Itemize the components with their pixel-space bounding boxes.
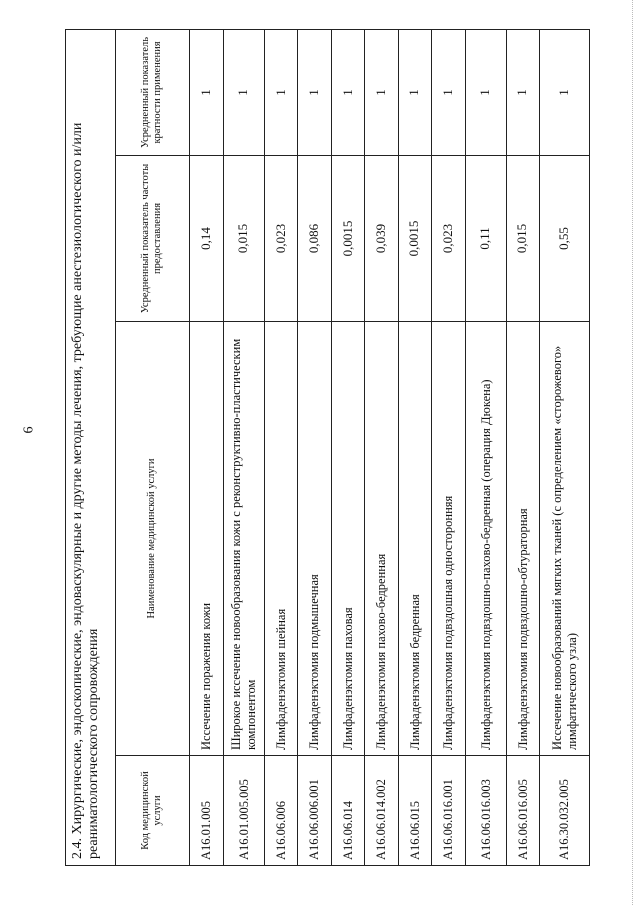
row-name: Широкое иссечение новообразования кожи с реконструктивно-пластическим компонентом (223, 322, 264, 756)
table-row (365, 30, 398, 866)
row-code: А16.01.005 (190, 756, 223, 866)
rotated-page-content (65, 30, 590, 866)
table-row (331, 30, 364, 866)
row-multiplicity: 1 (223, 30, 264, 156)
table-row (540, 30, 590, 866)
section-title: 2.4. Хирургические, эндоскопические, эндоваскулярные и другие методы лечения, требующие анестезиологического и/или реаниматологического сопровождения (66, 30, 116, 866)
row-name: Лимфаденэктомия шейная (264, 322, 297, 756)
row-multiplicity: 1 (432, 30, 465, 156)
row-code: А16.06.016.005 (506, 756, 539, 866)
row-name: Иссечение новообразований мягких тканей (с определением «сторожевого» лимфатического узла) (540, 322, 590, 756)
row-name: Лимфаденэктомия пахово-бедренная (365, 322, 398, 756)
row-name: Лимфаденэктомия подмышечная (298, 322, 331, 756)
row-multiplicity: 1 (365, 30, 398, 156)
header-code: Код медицинской услуги (115, 756, 190, 866)
row-name: Лимфаденэктомия паховая (331, 322, 364, 756)
row-frequency: 0,0015 (398, 156, 431, 322)
row-name: Лимфаденэктомия подвздошно-обтураторная (506, 322, 539, 756)
row-multiplicity: 1 (465, 30, 506, 156)
table-row (190, 30, 223, 866)
row-frequency: 0,023 (432, 156, 465, 322)
row-frequency: 0,14 (190, 156, 223, 322)
services-table (65, 29, 590, 866)
row-frequency: 0,015 (223, 156, 264, 322)
row-frequency: 0,086 (298, 156, 331, 322)
row-frequency: 0,11 (465, 156, 506, 322)
row-code: А16.06.006.001 (298, 756, 331, 866)
row-code: А16.06.014.002 (365, 756, 398, 866)
row-frequency: 0,0015 (331, 156, 364, 322)
scan-edge-line (632, 0, 634, 905)
table-row (432, 30, 465, 866)
table-header-row (115, 30, 190, 866)
row-frequency: 0,039 (365, 156, 398, 322)
row-multiplicity: 1 (540, 30, 590, 156)
row-multiplicity: 1 (398, 30, 431, 156)
row-code: А16.06.006 (264, 756, 297, 866)
row-code: А16.06.015 (398, 756, 431, 866)
row-multiplicity: 1 (506, 30, 539, 156)
row-frequency: 0,55 (540, 156, 590, 322)
row-name: Лимфаденэктомия бедренная (398, 322, 431, 756)
row-code: А16.01.005.005 (223, 756, 264, 866)
row-name: Лимфаденэктомия подвздошная односторонняя (432, 322, 465, 756)
header-multiplicity: Усредненный показатель кратности применения (115, 30, 190, 156)
row-multiplicity: 1 (264, 30, 297, 156)
table-row (506, 30, 539, 866)
page-number: 6 (21, 426, 37, 434)
table-row (398, 30, 431, 866)
row-name: Иссечение поражения кожи (190, 322, 223, 756)
row-multiplicity: 1 (298, 30, 331, 156)
row-code: А16.06.016.003 (465, 756, 506, 866)
row-code: А16.30.032.005 (540, 756, 590, 866)
row-code: А16.06.014 (331, 756, 364, 866)
row-multiplicity: 1 (190, 30, 223, 156)
table-row (465, 30, 506, 866)
header-name: Наименование медицинской услуги (115, 322, 190, 756)
row-frequency: 0,015 (506, 156, 539, 322)
header-frequency: Усредненный показатель частоты предоставления (115, 156, 190, 322)
row-multiplicity: 1 (331, 30, 364, 156)
table-row (298, 30, 331, 866)
row-code: А16.06.016.001 (432, 756, 465, 866)
row-frequency: 0,023 (264, 156, 297, 322)
table-row (264, 30, 297, 866)
table-row (223, 30, 264, 866)
row-name: Лимфаденэктомия подвздошно-пахово-бедренная (операция Дюкена) (465, 322, 506, 756)
